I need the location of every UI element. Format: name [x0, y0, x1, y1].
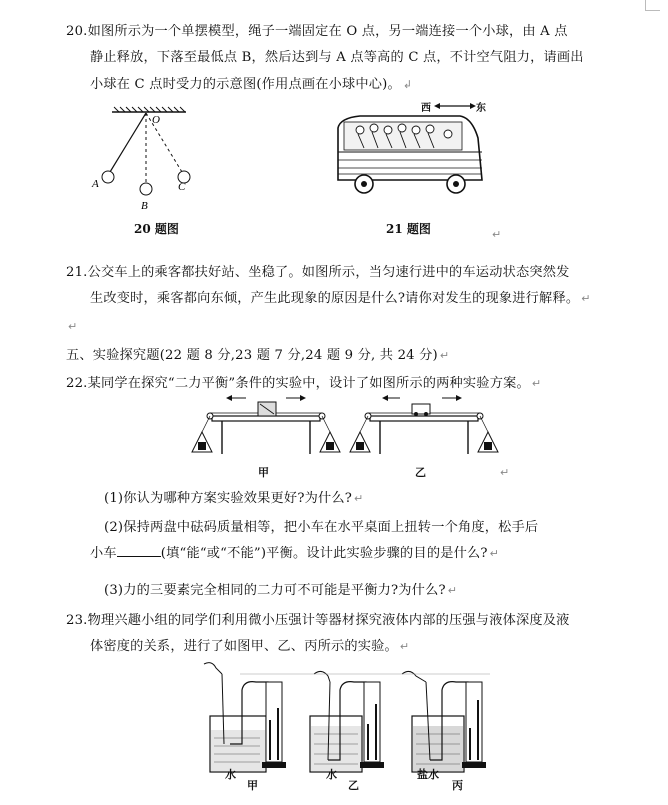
- ball-b: [140, 183, 152, 195]
- q21-line1: 21.公交车上的乘客都扶好站、坐稳了。如图所示，当匀速行进中的车运动状态突然发: [66, 265, 570, 280]
- q20-line2: 静止释放，下落至最低点 B，然后达到与 A 点等高的 C 点，不计空气阻力，请画出: [90, 50, 584, 65]
- label-jia-23: 甲: [247, 779, 258, 792]
- label-water-jia: 水: [225, 768, 236, 781]
- setup-bing: [402, 671, 486, 772]
- para-mark: ↵: [492, 228, 502, 241]
- label-b: B: [141, 200, 148, 212]
- q21-line2: 生改变时，乘客都向东倾，产生此现象的原因是什么?请你对发生的现象进行解释。 ↵: [90, 291, 591, 306]
- bus-figure: [330, 100, 500, 210]
- q23-line1: 23.物理兴趣小组的同学们利用微小压强计等器材探究液体内部的压强与液体深度及液: [66, 613, 570, 628]
- q22-sub2-line1: (2)保持两盘中砝码质量相等，把小车在水平桌面上扭转一个角度，松手后: [104, 520, 539, 535]
- q23-line2: 体密度的关系，进行了如图甲、乙、丙所示的实验。 ↵: [90, 639, 410, 654]
- label-water-yi: 水: [326, 768, 337, 781]
- table-yi: [350, 395, 498, 454]
- label-bing-23: 丙: [452, 779, 463, 792]
- direction-east: 东: [476, 103, 486, 114]
- para-mark: ↵: [500, 466, 510, 479]
- pendulum-figure: [86, 104, 216, 214]
- ball-a: [102, 171, 114, 183]
- table-jia: [192, 395, 340, 454]
- q22-sub1: (1)你认为哪种方案实验效果更好?为什么? ↵: [104, 491, 364, 506]
- label-yi: 乙: [415, 466, 426, 479]
- section5-title: 五、实验探究题(22 题 8 分,23 题 7 分,24 题 9 分, 共 24 分) ↵: [66, 348, 450, 363]
- two-force-figure: [188, 394, 518, 466]
- q20-line3: 小球在 C 点时受力的示意图(作用点画在小球中心)。 ↲: [90, 77, 413, 92]
- fig21-caption: 21 题图: [386, 222, 431, 236]
- label-c: C: [178, 181, 186, 193]
- label-jia: 甲: [258, 466, 269, 479]
- page-corner-mark: [645, 0, 660, 11]
- setup-yi: [310, 671, 384, 772]
- fig20-caption: 20 题图: [134, 222, 179, 236]
- pressure-gauge-figure: [200, 660, 500, 778]
- label-a: A: [92, 178, 99, 190]
- q22-sub3: (3)力的三要素完全相同的二力可不可能是平衡力?为什么? ↵: [104, 583, 458, 598]
- setup-jia: [204, 663, 286, 772]
- q22-intro: 22.某同学在探究“二力平衡”条件的实验中，设计了如图所示的两种实验方案。 ↵: [66, 376, 542, 391]
- q20-line1: 20.如图所示为一个单摆模型，绳子一端固定在 O 点，另一端连接一个小球，由 A 点: [66, 24, 568, 39]
- direction-west: 西: [421, 103, 431, 114]
- pendulum-string-a: [110, 113, 146, 172]
- answer-blank[interactable]: [117, 544, 161, 557]
- label-o: O: [152, 114, 160, 126]
- para-mark: ↵: [68, 320, 78, 333]
- q22-sub2-line2: 小车 (填“能“或“不能”)平衡。设计此实验步骤的目的是什么? ↵: [90, 546, 500, 561]
- label-brine: 盐水: [417, 768, 439, 781]
- label-yi-23: 乙: [348, 779, 359, 792]
